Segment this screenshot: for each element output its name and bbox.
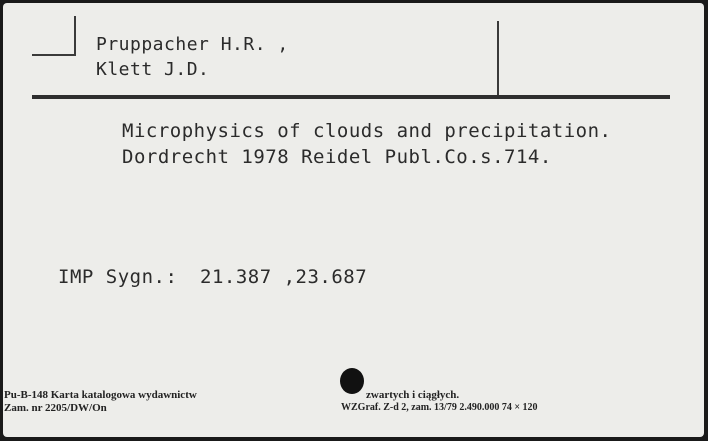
call-number-label: IMP Sygn.: <box>58 266 178 288</box>
corner-mark-vertical <box>74 16 76 56</box>
footer-line-1-right: zwartych i ciągłych. <box>366 389 460 401</box>
footer-line-2-right: WZGraf. Z-d 2, zam. 13/79 2.490.000 74 × 120 <box>341 402 538 413</box>
call-number-value: 21.387 ,23.687 <box>200 266 368 288</box>
author-line-2: Klett J.D. <box>96 59 210 80</box>
author-line-1: Pruppacher H.R. , <box>96 34 289 55</box>
title-line: Microphysics of clouds and precipitation. <box>122 120 612 142</box>
header-horizontal-rule <box>32 95 670 99</box>
footer-line-1-left: Pu-B-148 Karta katalogowa wydawnictw <box>4 389 197 401</box>
corner-mark-horizontal <box>32 54 76 56</box>
header-vertical-rule <box>497 21 499 97</box>
punch-hole <box>340 368 364 394</box>
imprint-line: Dordrecht 1978 Reidel Publ.Co.s.714. <box>122 146 552 168</box>
footer-line-2-left: Zam. nr 2205/DW/On <box>4 402 107 414</box>
catalog-card <box>3 3 704 437</box>
